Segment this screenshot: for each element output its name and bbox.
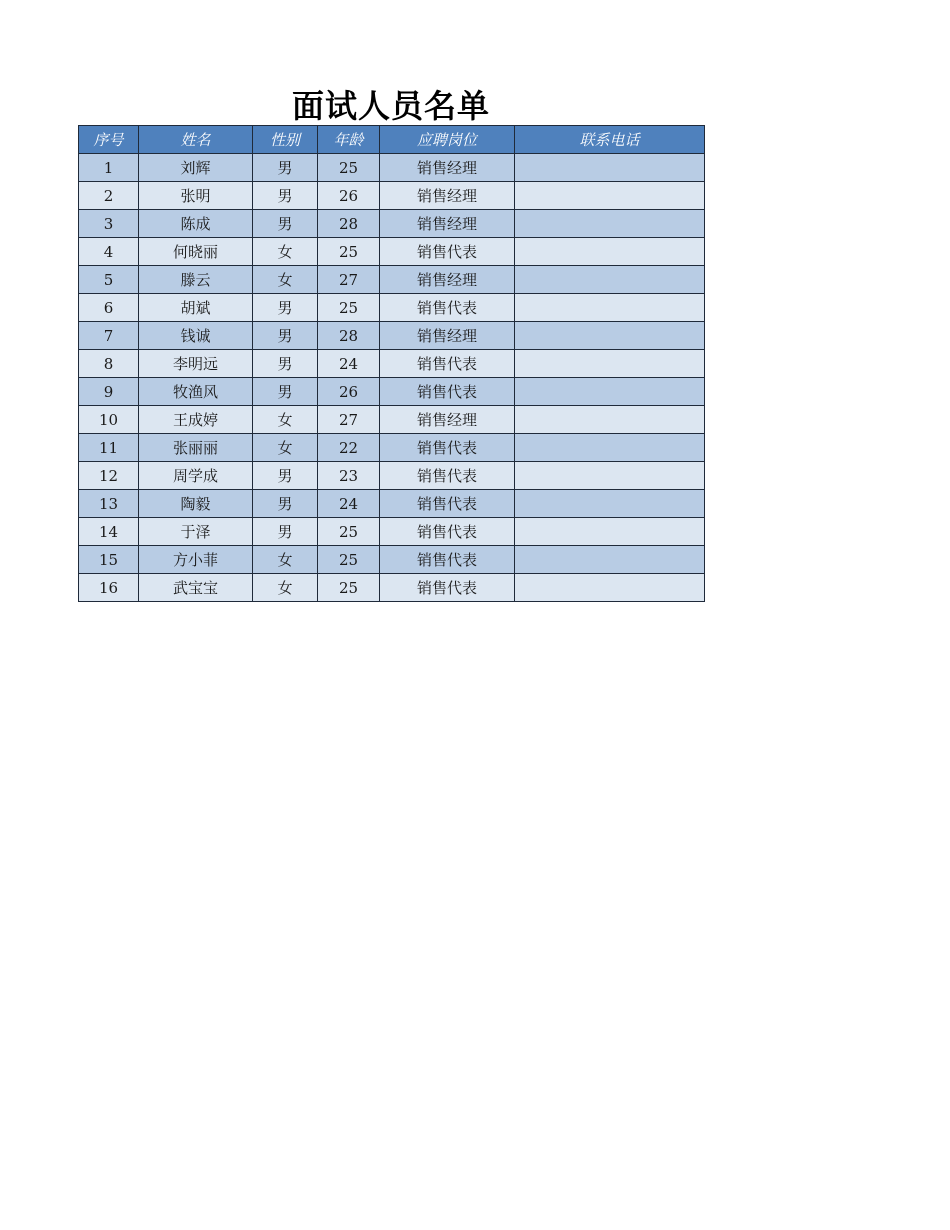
cell-position[interactable]: 销售代表	[380, 238, 515, 266]
cell-position[interactable]: 销售代表	[380, 294, 515, 322]
table-row	[79, 490, 705, 518]
cell-name[interactable]: 周学成	[139, 462, 253, 490]
cell-age[interactable]: 28	[318, 322, 380, 350]
cell-phone[interactable]	[515, 462, 705, 490]
cell-index[interactable]: 1	[79, 154, 139, 182]
cell-name[interactable]: 滕云	[139, 266, 253, 294]
cell-position[interactable]: 销售经理	[380, 406, 515, 434]
column-header-name[interactable]: 姓名	[139, 126, 253, 154]
cell-gender[interactable]: 女	[253, 406, 318, 434]
cell-age[interactable]: 26	[318, 378, 380, 406]
cell-age[interactable]: 25	[318, 546, 380, 574]
cell-phone[interactable]	[515, 154, 705, 182]
cell-phone[interactable]	[515, 238, 705, 266]
cell-name[interactable]: 陶毅	[139, 490, 253, 518]
cell-age[interactable]: 28	[318, 210, 380, 238]
cell-index[interactable]: 11	[79, 434, 139, 462]
cell-phone[interactable]	[515, 490, 705, 518]
cell-gender[interactable]: 男	[253, 350, 318, 378]
table-row	[79, 266, 705, 294]
cell-name[interactable]: 张明	[139, 182, 253, 210]
table-row	[79, 574, 705, 602]
cell-index[interactable]: 9	[79, 378, 139, 406]
cell-name[interactable]: 武宝宝	[139, 574, 253, 602]
cell-name[interactable]: 胡斌	[139, 294, 253, 322]
cell-gender[interactable]: 男	[253, 490, 318, 518]
cell-name[interactable]: 牧渔风	[139, 378, 253, 406]
cell-position[interactable]: 销售代表	[380, 490, 515, 518]
cell-phone[interactable]	[515, 210, 705, 238]
table-row	[79, 518, 705, 546]
table-row	[79, 210, 705, 238]
cell-gender[interactable]: 男	[253, 182, 318, 210]
cell-age[interactable]: 25	[318, 154, 380, 182]
cell-phone[interactable]	[515, 266, 705, 294]
table-row	[79, 406, 705, 434]
cell-index[interactable]: 12	[79, 462, 139, 490]
cell-gender[interactable]: 女	[253, 434, 318, 462]
cell-index[interactable]: 16	[79, 574, 139, 602]
cell-phone[interactable]	[515, 182, 705, 210]
cell-gender[interactable]: 女	[253, 546, 318, 574]
cell-position[interactable]: 销售经理	[380, 266, 515, 294]
cell-gender[interactable]: 男	[253, 294, 318, 322]
cell-index[interactable]: 15	[79, 546, 139, 574]
cell-index[interactable]: 7	[79, 322, 139, 350]
cell-gender[interactable]: 男	[253, 518, 318, 546]
cell-position[interactable]: 销售经理	[380, 210, 515, 238]
cell-age[interactable]: 26	[318, 182, 380, 210]
cell-age[interactable]: 25	[318, 518, 380, 546]
cell-name[interactable]: 刘辉	[139, 154, 253, 182]
cell-position[interactable]: 销售代表	[380, 350, 515, 378]
table-body	[79, 154, 705, 602]
cell-position[interactable]: 销售经理	[380, 322, 515, 350]
cell-position[interactable]: 销售代表	[380, 574, 515, 602]
cell-gender[interactable]: 男	[253, 210, 318, 238]
table-row	[79, 182, 705, 210]
cell-position[interactable]: 销售代表	[380, 462, 515, 490]
cell-index[interactable]: 5	[79, 266, 139, 294]
column-header-phone[interactable]: 联系电话	[515, 126, 705, 154]
column-header-gender[interactable]: 性别	[253, 126, 318, 154]
table-row	[79, 322, 705, 350]
cell-index[interactable]: 8	[79, 350, 139, 378]
table-row	[79, 294, 705, 322]
cell-age[interactable]: 25	[318, 294, 380, 322]
cell-age[interactable]: 24	[318, 350, 380, 378]
cell-age[interactable]: 25	[318, 238, 380, 266]
table-header-row	[79, 126, 705, 154]
cell-phone[interactable]	[515, 322, 705, 350]
table-row	[79, 154, 705, 182]
cell-name[interactable]: 钱诚	[139, 322, 253, 350]
cell-position[interactable]: 销售代表	[380, 434, 515, 462]
table-row	[79, 378, 705, 406]
cell-phone[interactable]	[515, 406, 705, 434]
cell-position[interactable]: 销售代表	[380, 378, 515, 406]
cell-position[interactable]: 销售代表	[380, 518, 515, 546]
cell-index[interactable]: 13	[79, 490, 139, 518]
cell-index[interactable]: 4	[79, 238, 139, 266]
cell-gender[interactable]: 男	[253, 154, 318, 182]
cell-gender[interactable]: 男	[253, 378, 318, 406]
cell-phone[interactable]	[515, 574, 705, 602]
cell-age[interactable]: 27	[318, 406, 380, 434]
cell-name[interactable]: 方小菲	[139, 546, 253, 574]
cell-name[interactable]: 何晓丽	[139, 238, 253, 266]
cell-position[interactable]: 销售经理	[380, 182, 515, 210]
cell-phone[interactable]	[515, 546, 705, 574]
column-header-index[interactable]: 序号	[79, 126, 139, 154]
cell-index[interactable]: 14	[79, 518, 139, 546]
cell-position[interactable]: 销售代表	[380, 546, 515, 574]
cell-gender[interactable]: 女	[253, 574, 318, 602]
cell-age[interactable]: 23	[318, 462, 380, 490]
interview-roster-table	[78, 125, 705, 602]
table-row	[79, 434, 705, 462]
cell-index[interactable]: 10	[79, 406, 139, 434]
cell-phone[interactable]	[515, 434, 705, 462]
cell-index[interactable]: 2	[79, 182, 139, 210]
table-row	[79, 238, 705, 266]
table-row	[79, 462, 705, 490]
cell-position[interactable]: 销售经理	[380, 154, 515, 182]
cell-name[interactable]: 王成婷	[139, 406, 253, 434]
cell-phone[interactable]	[515, 294, 705, 322]
cell-index[interactable]: 6	[79, 294, 139, 322]
cell-gender[interactable]: 男	[253, 462, 318, 490]
cell-name[interactable]: 陈成	[139, 210, 253, 238]
table-row	[79, 350, 705, 378]
cell-name[interactable]: 张丽丽	[139, 434, 253, 462]
column-header-position[interactable]: 应聘岗位	[380, 126, 515, 154]
cell-phone[interactable]	[515, 518, 705, 546]
page-title: 面试人员名单	[291, 87, 490, 125]
cell-age[interactable]: 25	[318, 574, 380, 602]
cell-age[interactable]: 27	[318, 266, 380, 294]
cell-phone[interactable]	[515, 350, 705, 378]
cell-gender[interactable]: 女	[253, 266, 318, 294]
cell-gender[interactable]: 男	[253, 322, 318, 350]
cell-phone[interactable]	[515, 378, 705, 406]
cell-age[interactable]: 24	[318, 490, 380, 518]
cell-age[interactable]: 22	[318, 434, 380, 462]
cell-name[interactable]: 李明远	[139, 350, 253, 378]
cell-gender[interactable]: 女	[253, 238, 318, 266]
column-header-age[interactable]: 年龄	[318, 126, 380, 154]
cell-name[interactable]: 于泽	[139, 518, 253, 546]
cell-index[interactable]: 3	[79, 210, 139, 238]
table-row	[79, 546, 705, 574]
